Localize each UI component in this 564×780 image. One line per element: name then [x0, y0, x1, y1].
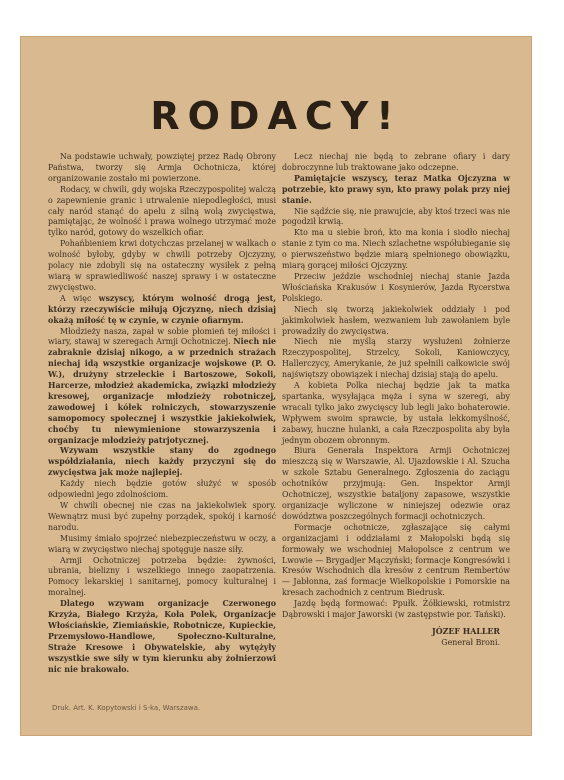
bold-text: wszyscy, którym wolność drogą jest, którzy rzeczywiście miłują Ojczyznę, niech dzisiaj okażą miłość tę w czynie, w czynie ofiarnym.: [48, 293, 276, 325]
bold-text: Pamiętajcie wszyscy, teraz Matka Ojczyzna w potrzebie, kto prawy syn, kto prawy polak przy niej stanie.: [282, 173, 510, 205]
poster-title: RODACY!: [150, 94, 402, 138]
paragraph-text: Nie sądźcie się, nie prawujcie, aby ktoś trzeci was nie pogodził krwią.: [282, 206, 510, 227]
right-paragraph: [282, 381, 510, 446]
signature-name: JÓZEF HALLER: [432, 626, 500, 636]
left-paragraph: [48, 294, 276, 327]
paragraph-text: Na podstawie uchwały, powziętej przez Radę Obrony Państwa, tworzy się Armja Ochotnicza, której organizowanie zostało mi powierzone.: [48, 152, 276, 183]
right-paragraph: [282, 174, 510, 207]
left-column: [48, 152, 276, 676]
left-paragraph: [48, 501, 276, 534]
right-paragraph: [282, 228, 510, 272]
paragraph-text: Niech nie myślą starzy wysłużeni żołnierze Rzeczypospolitej, Strzelcy, Sokoli, Kaniowczycy, Hallerczycy, Amerykanie, że już spełnili całkowicie swój najświętszy obowiązek i niechaj dzisiaj stają do apelu.: [282, 337, 510, 380]
paragraph-text: Armji Ochotniczej potrzeba będzie: żywności, ubrania, bielizny i wszelkiego innego zaopatrzenia. Pomocy lekarskiej i sanitarnej, pomocy kulturalnej i moralnej.: [48, 555, 276, 598]
left-paragraph: [48, 534, 276, 556]
paragraph-text: Lecz niechaj nie będą to zebrane ofiary i dary dobroczynne lub traktowane jako odczepne.: [282, 152, 510, 172]
printer-imprint: Druk. Art. K. Kopytowski i S-ka, Warszawa.: [52, 704, 201, 712]
bold-text: Wzywam wszystkie stany do zgodnego współdziałania, niech każdy przyczyni się do zwycięstwa jak może najlepiej.: [48, 446, 276, 478]
left-paragraph: [48, 599, 276, 675]
paragraph-text: Niech się tworzą jakiekolwiek oddziały i pod jakimkolwiek hasłem, wezwaniem lub zawołaniem byle prowadziły do zwycięstwa.: [282, 304, 510, 336]
paragraph-text: Każdy niech będzie gotów służyć w sposób odpowiedni jego zdolnościom.: [48, 479, 276, 500]
paragraph-text: W chwili obecnej nie czas na jakiekolwiek spory. Wewnątrz musi być zupełny porządek, spokój i karność narodu.: [48, 501, 276, 532]
right-paragraph: [282, 305, 510, 338]
left-paragraph: [48, 239, 276, 294]
paragraph-text: Musimy śmiało spojrzeć niebezpieczeństwu w oczy, a wiarą w zwycięstwo niechaj spotęguje nasze siły.: [48, 533, 276, 554]
right-paragraph: [282, 337, 510, 381]
paragraph-text: Biura Generała Inspektora Armji Ochotniczej mieszczą się w Warszawie, Al. Ujazdowskie i Al. Szucha w szkole Sztabu Generalnego. Zgłoszenia do zaciągu ochotników przyjmują: Gen. Inspektor Armji Ochotniczej, wszystkie batalјony zapasowe, wszystkie organizacje wyliczone w niniejszej odezwie oraz dowództwa poszczególnych formacji ochotniczych.: [282, 446, 510, 521]
paragraph-text: A kobieta Polka niechaj będzie jak ta matka spartanka, wysyłająca męża i syna w szeregi, aby wracali tylko jako zwycięscy lub legli jako bohaterowie. Wpływem swoim sprawcie, by ustała lekkomyślność, zabawy, huczne hulanki, a cała Rzeczpospolita aby była jednym obozem obronnym.: [282, 381, 510, 445]
left-paragraph: [48, 152, 276, 185]
bold-text: Niech nie zabraknie dzisiaj nikogo, a w przednich strażach niechaj idą wszystkie organizacje wojskowe (P. O. W.), drużyny strzeleckie i Bartoszowe, Sokoli, Harcerze, młodzież akademicka, związki młodzieży kresowej, organizacje młodzieży robotniczej, zawodowej i kółek rolniczych, stowarzyszenie samopomocy społecznej i wszystkie jakiekolwiek, choćby tu niewymienione stowarzyszenia i organizacje młodzieży patrjotycznej.: [48, 337, 276, 445]
paragraph-text: Jazdę będą formować: Ppułk. Żółkiewski, rotmistrz Dąbrowski i major Jaworski (w zastępstwie por. Tański).: [282, 599, 510, 620]
right-paragraph: [282, 599, 510, 621]
paragraph-text: Przeciw jeździe wschodniej niechaj stanie Jazda Włościańska Krakusów i Kosynierów, Jazda Rycerstwa Polskiego.: [282, 271, 510, 303]
paragraph-text: Formacje ochotnicze, zgłaszające się całymi organizacjami i oddziałami z Małopolski będą się formowały we wschodniej Małopolsce z centrum we Lwowie — Brygadjer Mączyński; formacje Kongresówki i Kresów Wschodnich dla kresów z centrum Rembertów — Jabłonna, zaś formacje Wielkopolskie i Pomorskie na kresach zachodnich z centrum Biedrusk.: [282, 522, 510, 598]
left-paragraph: [48, 446, 276, 479]
paragraph-text: Młodzieży nasza, zapał w sobie płomień tej miłości i wiary, stawaj w szeregach Armji Ochotniczej.: [48, 326, 276, 347]
right-paragraph: [282, 272, 510, 305]
left-paragraph: [48, 327, 276, 447]
right-paragraph: [282, 207, 510, 229]
right-paragraph: [282, 523, 510, 599]
right-column: [282, 152, 510, 649]
right-paragraph: [282, 152, 510, 174]
paragraph-text: Pohańbieniem krwi dotychczas przelanej w walkach o wolność byłoby, gdyby w chwili potrzeby Ojczyzny, polacy nie zdobyli się na ostateczny wysiłek z pełną wiarą w sprawiedliwość naszej sprawy i w ostateczne zwycięstwo.: [48, 239, 276, 292]
signature-rank: Generał Broni.: [441, 637, 500, 647]
left-paragraph: [48, 185, 276, 240]
signature-block: [282, 627, 510, 649]
left-paragraph: [48, 556, 276, 600]
paragraph-text: Rodacy, w chwili, gdy wojska Rzeczypospolitej walczą o zapewnienie granic i utrwalenie niepodległości, musi cały naród stanąć do apelu z silną wolą zwycięstwa, pamiętając, że wolność i prawa wolnego utrzymać może tylko naród, gotowy do wszelkich ofiar.: [48, 184, 276, 238]
bold-text: Dlatego wzywam organizacje Czerwonego Krzyża, Białego Krzyża, Koła Polek, Organizacje Włościańskie, Ziemiańskie, Robotnicze, Kupieckie, Przemysłowo-Handlowe, Społeczno-Kulturalne, Straże Kresowe i Obywatelskie, aby wytężyły wszystkie swe siły w tym kierunku aby żołnierzowi nic nie brakowało.: [48, 599, 276, 674]
poster-sheet: [20, 36, 532, 736]
paragraph-text: A więc: [60, 293, 99, 303]
paragraph-text: Kto ma u siebie broń, kto ma konia i siodło niechaj stanie z tym co ma. Niech szlachetne współubieganie się o pierwszeństwo będzie miarą spełnionego obowiązku, miarą gorącej miłości Ojczyzny.: [282, 228, 510, 271]
right-paragraph: [282, 446, 510, 522]
left-paragraph: [48, 479, 276, 501]
